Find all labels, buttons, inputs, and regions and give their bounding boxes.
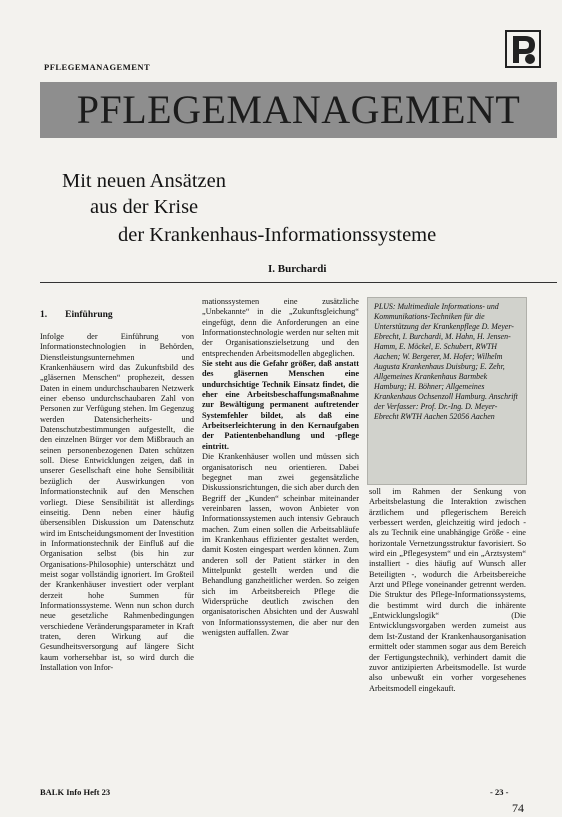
column-2-emphasis: Sie steht aus die Gefahr größer, daß anstatt des gläsernen Menschen eine undurchsichtige Technik Einsatz findet, die eher eine Arbeitsbeschaffungsmaßnahme zur Bewältigung permanent auftretender Systemfehler bildet, als daß eine Arbeitserleichterung in den Kernaufgaben der Patientenbehandlung und -pflege eintritt. [202, 359, 359, 451]
section-number: 1. [40, 310, 48, 320]
subtitle-line-3: der Krankenhaus-Informationssysteme [118, 224, 437, 246]
author: I. Burchardi [268, 263, 327, 275]
subtitle-line-1: Mit neuen Ansätzen [62, 170, 226, 192]
page-mark: 74 [512, 801, 524, 815]
column-3-text: soll im Rahmen der Senkung von Arbeitsbelastung die Interaktion zwischen ärztlichem und pflegerischem Bereich verbessert werden, gleichzeitig wird jedoch - als zu Technik eine unabhängige Größe - eine horizontale Vernetzungsstruktur favorisiert. So wird ein „Pflegesystem“ und ein „Arztsystem“ installiert - dies häufig auf Wunsch aller Beteiligten -, wodurch die Arbeitsbereiche Arzt und Pflege voneinander getrennt werden. Die Struktur des Pflege-Informationssystems, die bestimmt wird durch die inhärente „Entwicklungslogik“ (Die Entwicklungsvorgaben werden zumeist aus dem Ist-Zustand der Krankenhausorganisation ermittelt oder stammen sogar aus dem Bereich der Fertigungstechnik), verhindert damit die zuvor antizipierten Arbeitsmodelle. Ist wurde also unbewußt ein vorher vorgesehenes Arbeitsmodell eingekauft. [369, 487, 526, 693]
title-band [40, 82, 557, 138]
section-title: Einführung [65, 310, 113, 320]
main-title: PFLEGEMANAGEMENT [76, 87, 521, 132]
column-2-intro: mationssystemen eine zusätzliche „Unbekannte“ in die „Zukunftsgleichung“ eingefügt, denn die Anforderungen an eine Informationstechnologie werden nur selten mit der Organisationszielsetzung und den entsprechenden Arbeitsmodellen abgeglichen. [202, 297, 359, 358]
info-box-text: PLUS: Multimediale Informations- und Kommunikations-Techniken für die Unterstützung der Krankenpflege D. Meyer-Ebrecht, I. Burchardi, M. Hahn, H. Jensen-Hamm, E. Möckel, E. Schubert, RWTH Aachen; W. Bergerer, M. Hofer; Wilhelm Augusta Krankenhaus Duisburg; E. Zehr, Allgemeines Krankenhaus Barmbek Hamburg; H. Böhner; Allgemeines Krankenhaus Ochsenzoll Hamburg. Anschrift der Verfasser: Prof. Dr.-Ing. D. Meyer-Ebrecht RWTH Aachen 52056 Aachen [374, 302, 518, 421]
logo-icon [505, 30, 541, 68]
column-1 [40, 332, 194, 772]
footer-left: BALK Info Heft 23 [40, 787, 111, 797]
divider [40, 282, 557, 283]
column-3 [369, 487, 526, 777]
page-number: - 23 - [490, 787, 509, 797]
column-2 [202, 297, 359, 777]
column-1-text: Infolge der Einführung von Informationstechnologien in Behörden, Dienstleistungsunternehmen und Krankenhäusern wird das Zukunftsbild des „gläsernen Menschen“ prophezeit, dessen Daten in einem undurchschaubaren Netzwerk einer ebenso undurchschaubaren Zahl von Personen zur Verfügung stehen. Im Gegenzug werden Datensicherheits- und Datenschutzbestimmungen aufgestellt, die den einzelnen Bürger vor dem Mißbrauch an seinen personenbezogenen Daten schützen soll. Diese Entwicklungen zeigen, daß in unserer Gesellschaft eine hohe Sensibilität bezüglich der Auswirkungen von Informationstechnik auf den Menschen vorliegt. Diese Sensibilität ist allerdings einseitig. Denn neben einer häufig übersensiblen Diskussion um Datenschutz wird im Entscheidungsmoment der Investition in Informationstechnik der Einfluß auf die Organisation selbst (bis hin zur Organisations-Philosophie) unterschätzt und meist sogar vollständig ignoriert. Im Großteil der Krankenhäuser investiert oder verplant derzeit hohe Summen für Informationssysteme. Wenn nun schon durch neue gesetzliche Rahmenbedingungen verschiedene Veränderungsparameter in Kraft traten, deren Wirkung auf die Gesundheitsversorgung auf längere Sicht kaum vorhersehbar ist, so wird durch die Installation von Infor- [40, 332, 194, 672]
column-2-rest: Die Krankenhäuser wollen und müssen sich organisatorisch neu orientieren. Dabei begegnet man zwei gegensätzliche Diskussionsrichtungen, die sich aber durch den Begriff der „Kunden“ scheinbar miteinander vereinbaren lassen, wovon Anbieter von Informationssystemen auch intensiv Gebrauch machen. Zum einen sollen die Arbeitsabläufe im Krankenhaus effizienter gestaltet werden, damit Kosten eingespart werden können. Zum anderen soll der Patient stärker in den Mittelpunkt gestellt werden und die Behandlung ganzheitlicher werden. So zeigen sich im Arbeitsbereich Pflege die Widersprüche deutlich zwischen den organisatorischen Absichten und der Auswahl von Informationssystemen, die aber nur den wenigsten auffallen. Zwar [202, 452, 359, 637]
running-head: PFLEGEMANAGEMENT [44, 62, 151, 72]
info-box [367, 297, 527, 485]
subtitle-line-2: aus der Krise [90, 196, 199, 218]
section-heading [40, 310, 131, 320]
